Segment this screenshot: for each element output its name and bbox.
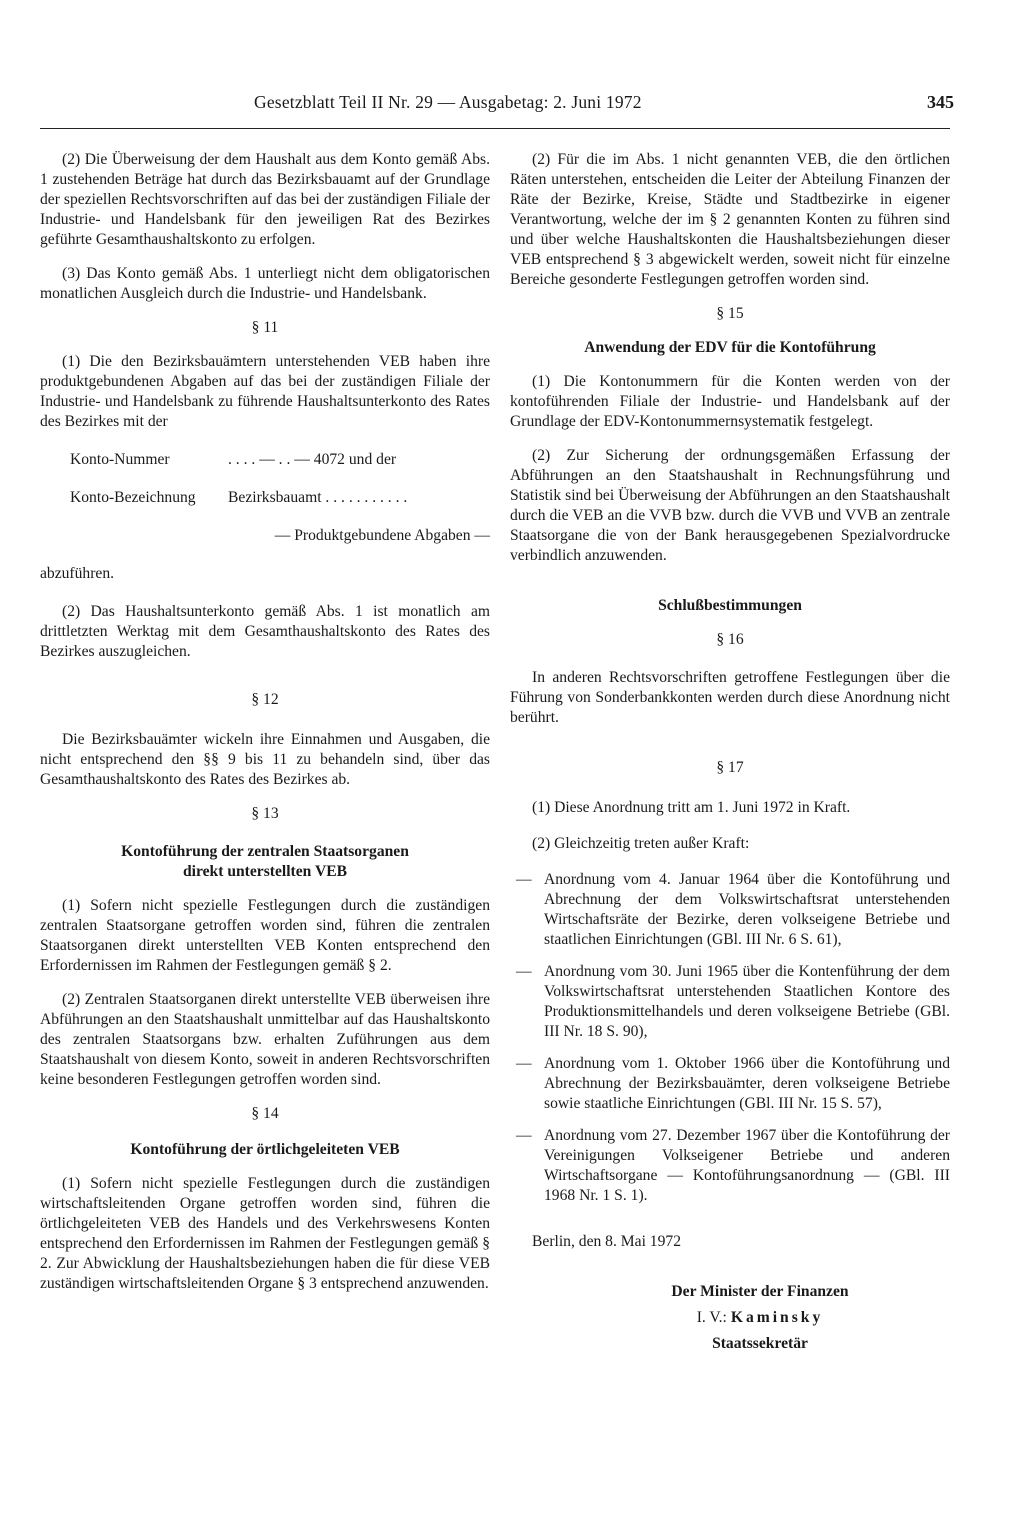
paragraph: abzuführen. xyxy=(40,565,115,582)
konto-bezeichnung-value: Bezirksbauamt . . . . . . . . . . . xyxy=(228,489,408,506)
paragraph: (3) Das Konto gemäß Abs. 1 unterliegt nicht dem obligatorischen monatlichen Ausgleich durch die Industrie- und Handelsbank. xyxy=(40,265,490,302)
paragraph: (2) Zentralen Staatsorganen direkt unterstellte VEB überweisen ihre Abführungen an den Staatshaushalt unmittelbar auf das Haushaltskonto des zentralen Staatsorgans bzw. erhalten Zuführungen aus dem Staatshaushalt von diesem Konto, soweit in anderen Rechtsvorschriften keine besonderen Festlegungen getroffen worden sind. xyxy=(40,991,490,1088)
paragraph: (1) Sofern nicht spezielle Festlegungen durch die zuständigen zentralen Staatsorgane getroffen worden sind, führen die zentralen Staatsorganen direkt unterstellten VEB Konten entsprechend den Erfordernissen im Rahmen der Festlegungen gemäß § 2. xyxy=(40,897,490,974)
place-date: Berlin, den 8. Mai 1972 xyxy=(532,1233,681,1250)
section-heading-11: § 11 xyxy=(251,319,279,336)
list-dash: — xyxy=(516,871,532,888)
page-number: 345 xyxy=(927,92,954,112)
header-rule xyxy=(40,128,950,129)
paragraph: In anderen Rechtsvorschriften getroffene Festlegungen über die Führung von Sonderbankkonten werden durch diese Anordnung nicht berührt. xyxy=(510,669,950,726)
section-title-13: Kontoführung der zentralen Staatsorganen direkt unterstellten VEB xyxy=(121,843,409,880)
paragraph: (2) Das Haushaltsunterkonto gemäß Abs. 1 ist monatlich am drittletzten Werktag mit dem Gesamthaushaltskonto des Rates des Bezirkes auszugleichen. xyxy=(40,603,490,660)
signatory-title: Der Minister der Finanzen xyxy=(671,1283,849,1300)
konto-nummer-value: . . . . — . . — 4072 und der xyxy=(228,451,397,468)
paragraph: (1) Sofern nicht spezielle Festlegungen durch die zuständigen wirtschaftsleitenden Organe getroffen worden sind, führen die örtlichgeleiteten VEB des Handels und des Verkehrswesens Konten entsprechend den Erfordernissen im Rahmen der Festlegungen gemäß § 2. Zur Abwicklung der Haushaltsbeziehungen haben die für diese VEB zuständigen wirtschaftsleitenden Organe § 3 entsprechend anzuwenden. xyxy=(40,1175,490,1292)
section-heading-14: § 14 xyxy=(251,1105,279,1122)
list-item xyxy=(510,1054,950,1114)
list-item xyxy=(510,962,950,1042)
paragraph: (2) Zur Sicherung der ordnungsgemäßen Erfassung der Abführungen an den Staatshaushalt in Rechnungsführung und Statistik sind bei Überweisung der Abführungen an den Staatshaushalt durch die VEB an die VVB bzw. durch die VVB und VVB an zentrale Staatsorgane die von der Bank herausgegebenen Spezialvordrucke verbindlich anzuwenden. xyxy=(510,447,950,564)
signatory-line xyxy=(570,1308,950,1328)
list-item-text: Anordnung vom 4. Januar 1964 über die Kontoführung und Abrechnung der dem Volkswirtschaftsrat unterstehenden Wirtschaftsräte der Bezirke, deren volkseigene Betriebe und staatlichen Einrichtungen (GBl. III Nr. 6 S. 61), xyxy=(544,871,950,948)
signatory-iv: I. V.: xyxy=(696,1309,727,1326)
schlussbestimmungen-title: Schlußbestimmungen xyxy=(658,597,802,614)
list-item xyxy=(510,1126,950,1206)
paragraph: (1) Die den Bezirksbauämtern unterstehenden VEB haben ihre produktgebundenen Abgaben auf das bei der zuständigen Filiale der Industrie- und Handelsbank zu führende Haushaltsunterkonto des Rates des Bezirkes mit der xyxy=(40,353,490,430)
right-column xyxy=(510,150,950,1354)
signatory-name: Kaminsky xyxy=(730,1309,824,1326)
section-heading-17: § 17 xyxy=(716,759,744,776)
signatory-role: Staatssekretär xyxy=(712,1335,808,1352)
list-item xyxy=(510,870,950,950)
page-header xyxy=(40,90,954,126)
paragraph: Die Bezirksbauämter wickeln ihre Einnahmen und Ausgaben, die nicht entsprechend den §§ 9 bis 11 zu behandeln sind, über das Gesamthaushaltskonto des Rates des Bezirkes ab. xyxy=(40,731,490,788)
produktgebundene-abgaben: — Produktgebundene Abgaben — xyxy=(274,527,490,544)
section-title-14: Kontoführung der örtlichgeleiteten VEB xyxy=(130,1141,400,1158)
list-item-text: Anordnung vom 1. Oktober 1966 über die Kontoführung und Abrechnung der Bezirksbauämter, deren volkseigene Betriebe sowie staatliche Einrichtungen (GBl. III Nr. 15 S. 57), xyxy=(544,1055,950,1112)
section-heading-15: § 15 xyxy=(716,305,744,322)
konto-bezeichnung-label: Konto-Bezeichnung xyxy=(70,489,196,506)
konto-nummer-row xyxy=(40,450,490,470)
section-heading-16: § 16 xyxy=(716,631,744,648)
header-title: Gesetzblatt Teil II Nr. 29 — Ausgabetag: 2. Juni 1972 xyxy=(254,92,642,112)
konto-nummer-label: Konto-Nummer xyxy=(70,451,170,468)
section-heading-12: § 12 xyxy=(251,691,279,708)
section-heading-13: § 13 xyxy=(251,805,279,822)
list-dash: — xyxy=(516,1127,532,1144)
paragraph: (2) Für die im Abs. 1 nicht genannten VEB, die den örtlichen Räten unterstehen, entscheiden die Leiter der Abteilung Finanzen der Räte der Bezirke, Kreise, Städte und Stadtbezirke in eigener Verantwortung, welche der im § 2 genannten Konten zu führen sind und über welche Haushaltskonten die Haushaltsbeziehungen dieser VEB entsprechend § 3 abgewickelt werden, soweit nicht für einzelne Bereiche gesonderte Festlegungen getroffen worden sind. xyxy=(510,151,950,288)
list-dash: — xyxy=(516,963,532,980)
paragraph: (1) Die Kontonummern für die Konten werden von der kontoführenden Filiale der Industrie- und Handelsbank auf der Grundlage der EDV-Kontonummernsystematik festgelegt. xyxy=(510,373,950,430)
list-item-text: Anordnung vom 30. Juni 1965 über die Kontenführung der dem Volkswirtschaftsrat unterstehenden Staatlichen Kontore des Produktionsmittelhandels und deren volkseigene Betriebe (GBl. III Nr. 18 S. 90), xyxy=(544,963,950,1040)
paragraph: (2) Die Überweisung der dem Haushalt aus dem Konto gemäß Abs. 1 zustehenden Beträge hat durch das Bezirksbauamt auf der Grundlage der speziellen Rechtsvorschriften auf das bei der zuständigen Filiale der Industrie- und Handelsbank für den jeweiligen Rat des Bezirkes geführte Gesamthaushaltskonto zu erfolgen. xyxy=(40,151,490,248)
left-column xyxy=(40,150,490,1308)
paragraph: (1) Diese Anordnung tritt am 1. Juni 1972 in Kraft. xyxy=(532,799,851,816)
list-item-text: Anordnung vom 27. Dezember 1967 über die Kontoführung der Vereinigungen Volkseigener Betriebe und anderen Wirtschaftsorgane — Kontoführungsanordnung — (GBl. III 1968 Nr. 1 S. 1). xyxy=(544,1127,950,1204)
paragraph: (2) Gleichzeitig treten außer Kraft: xyxy=(532,835,750,852)
list-dash: — xyxy=(516,1055,532,1072)
section-title-15: Anwendung der EDV für die Kontoführung xyxy=(584,339,876,356)
signature-block xyxy=(570,1282,950,1354)
konto-bezeichnung-row xyxy=(40,488,490,508)
